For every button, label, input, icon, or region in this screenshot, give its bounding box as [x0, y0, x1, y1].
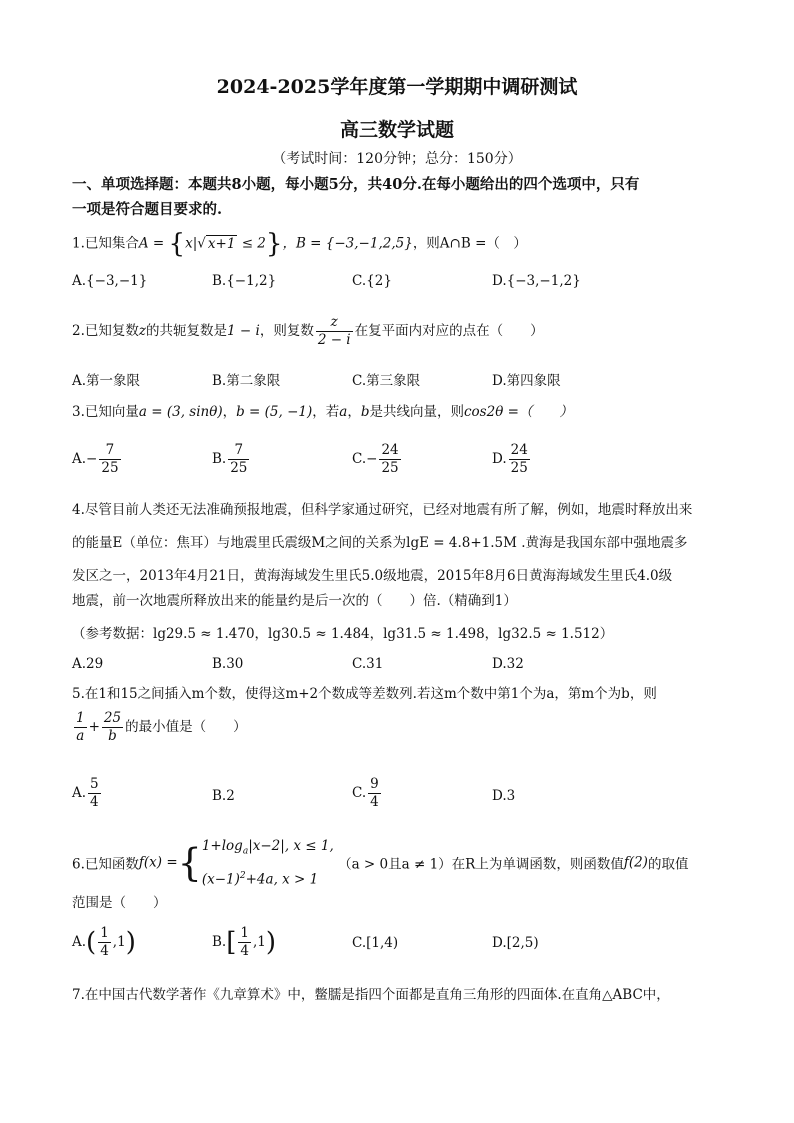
q1-setA-var: x: [185, 235, 193, 252]
q6-piecewise: $1+\log_a|x-2|$, x ≤ 1, $(x-1)^2+4a$, x > 1: [201, 838, 334, 888]
q1-setA-tail: ≤ 2: [241, 235, 266, 252]
question-4-line4: 地震，前一次地震所释放出来的能量约是后一次的（ ）倍.（精确到1）: [72, 593, 517, 609]
q1-option-d: D.{−3,−1,2}: [492, 273, 581, 289]
q5-option-c: C. $\frac{9}{4}$: [352, 776, 379, 810]
q3-option-d: D. $\frac{24}{25}$: [492, 442, 528, 476]
q1-option-c: C.{2}: [352, 273, 392, 289]
question-5-line2: $\frac{1}{a}$ + $\frac{25}{b}$ 的最小值是（ ）: [76, 710, 247, 744]
question-6-stem: 6.已知函数f(x) ={ $1+\log_a|x-2|$, x ≤ 1, $(x-1)^2+4a$, x > 1 （a > 0且a ≠ 1）在R上为单调函数，则函数值f(2)的取值: [72, 834, 688, 891]
question-5-line1: 5.在1和15之间插入m个数，使得这m+2个数成等差数列.若这m个数中第1个为a，第m个为b，则: [72, 686, 657, 702]
section-heading-line1: 一、单项选择题：本题共8小题，每小题5分，共40分.在每小题给出的四个选项中，只有: [72, 176, 640, 193]
q2-fraction: $\frac{z}{2 - i}$: [317, 314, 351, 348]
q1-setB: ，B = {−3,−1,2,5}: [282, 235, 413, 252]
subject-title: 高三数学试题: [339, 119, 454, 141]
q5-option-b: B.2: [212, 788, 235, 804]
q1-setA-bar: |: [192, 235, 198, 252]
question-7-line1: 7.在中国古代数学著作《九章算术》中，鳖臑是指四个面都是直角三角形的四面体.在直角△ABC中，: [72, 987, 670, 1003]
q2-option-d: D.第四象限: [492, 373, 561, 389]
q6-option-d: D.[2,5): [492, 935, 539, 951]
exam-title: 2024-2025学年度第一学期期中调研测试: [216, 76, 578, 98]
question-3-stem: 3.已知向量a = (3, sinθ)，b = (5, −1)，若a，b是共线向量，则cos2θ =（ ）: [72, 404, 573, 420]
section-heading-line2: 一项是符合题目要求的.: [72, 201, 223, 218]
q6-option-b: B.[ $\frac{1}{4}$ ,1): [212, 925, 277, 959]
question-4-reference: （参考数据：lg29.5 ≈ 1.470，lg30.5 ≈ 1.484，lg31.5 ≈ 1.498，lg32.5 ≈ 1.512）: [72, 626, 614, 642]
q1-option-b: B.{−1,2}: [212, 273, 277, 289]
q1-option-a: A.{−3,−1}: [72, 273, 148, 289]
question-4-line3: 发区之一，2013年4月21日，黄海海域发生里氏5.0级地震，2015年8月6日黄海海域发生里氏4.0级: [72, 568, 673, 584]
q6-option-c: C.[1,4): [352, 935, 399, 951]
q1-ask: ，则A∩B =（ ）: [412, 235, 527, 252]
exam-info: （考试时间：120分钟；总分：150分）: [272, 151, 522, 167]
q1-radicand: x+1: [207, 235, 236, 252]
q4-option-d: D.32: [492, 656, 524, 672]
q4-option-c: C.31: [352, 656, 384, 672]
question-2-stem: 2.已知复数z的共轭复数是1 − i，则复数 $\frac{z}{2 - i}$ 在复平面内对应的点在（ ）: [72, 314, 544, 348]
q1-prefix: 1.已知集合: [72, 235, 139, 252]
q3-option-c: C.− $\frac{24}{25}$: [352, 442, 399, 476]
question-4-line1: 4.尽管目前人类还无法准确预报地震，但科学家通过研究，已经对地震有所了解，例如，地震时释放出来: [72, 502, 693, 518]
q4-option-a: A.29: [72, 656, 104, 672]
q3-option-b: B. $\frac{7}{25}$: [212, 442, 248, 476]
q3-option-a: A.− $\frac{7}{25}$: [72, 442, 119, 476]
q4-option-b: B.30: [212, 656, 244, 672]
q1-setA-head: A =: [138, 235, 169, 252]
question-6-line2: 范围是（ ）: [72, 895, 167, 911]
q5-option-d: D.3: [492, 788, 516, 804]
question-1-stem: 1.已知集合A = {x|√ x+1 ≤ 2}，B = {−3,−1,2,5}，则A∩B =（ ）: [72, 229, 527, 259]
question-4-line2: 的能量E（单位：焦耳）与地震里氏震级M之间的关系为lgE = 4.8+1.5M .黄海是我国东部中强地震多: [72, 535, 688, 551]
q6-option-a: A.( $\frac{1}{4}$ ,1): [72, 925, 136, 959]
q2-option-a: A.第一象限: [72, 373, 141, 389]
q2-option-c: C.第三象限: [352, 373, 421, 389]
q5-option-a: A. $\frac{5}{4}$: [72, 776, 99, 810]
q2-option-b: B.第二象限: [212, 373, 281, 389]
